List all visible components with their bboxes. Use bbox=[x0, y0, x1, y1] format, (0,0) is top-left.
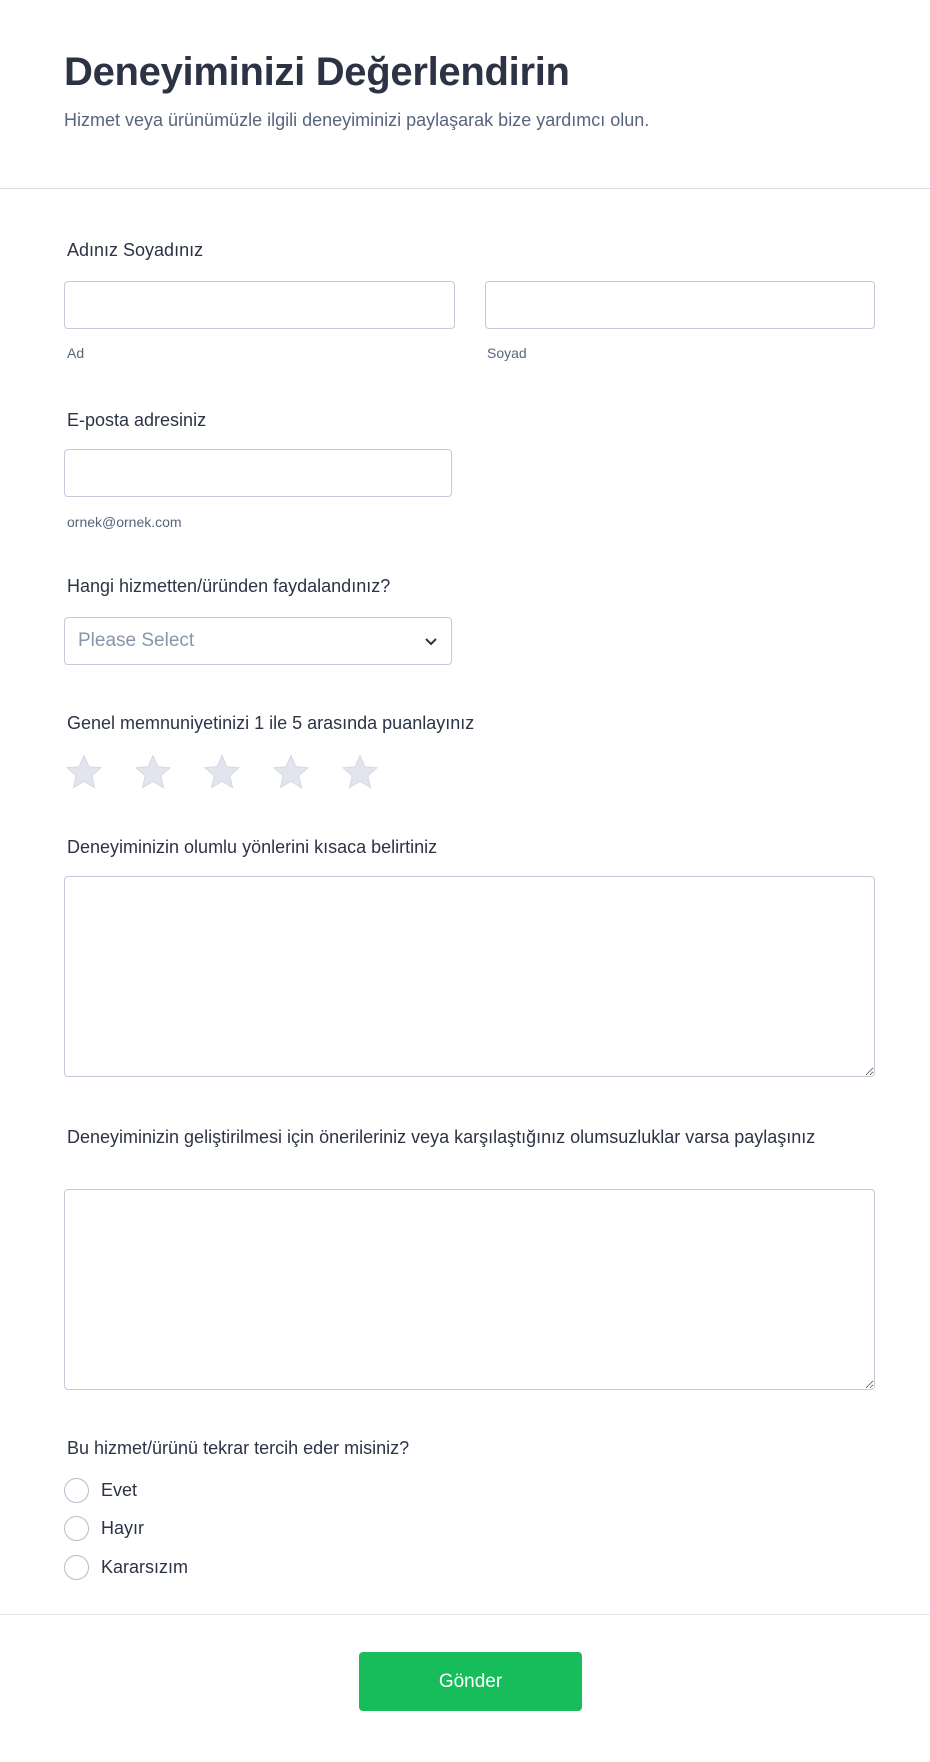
service-label: Hangi hizmetten/üründen faydalandınız? bbox=[67, 576, 391, 596]
chevron-down-icon bbox=[423, 633, 439, 649]
star-icon-1[interactable] bbox=[65, 754, 103, 790]
radio-label: Evet bbox=[101, 1480, 138, 1500]
star-icon-4[interactable] bbox=[272, 754, 310, 790]
radio-label: Hayır bbox=[101, 1518, 145, 1538]
service-select-placeholder: Please Select bbox=[78, 630, 195, 651]
star-icon-3[interactable] bbox=[203, 754, 241, 790]
radio-label: Kararsızım bbox=[101, 1557, 189, 1577]
radio-circle[interactable] bbox=[64, 1478, 89, 1503]
rating-label: Genel memnuniyetinizi 1 ile 5 arasında puanlayınız bbox=[67, 713, 475, 733]
radio-option-evet[interactable] bbox=[64, 1478, 137, 1503]
radio-option-hayir[interactable] bbox=[64, 1516, 144, 1541]
page-title: Deneyiminizi Değerlendirin bbox=[64, 50, 570, 94]
star-icon-5[interactable] bbox=[341, 754, 379, 790]
suggestion-label: Deneyiminizin geliştirilmesi için önerileriniz veya karşılaştığınız olumsuzluklar varsa paylaşınız bbox=[67, 1127, 816, 1147]
suggestion-textarea[interactable] bbox=[64, 1189, 875, 1390]
positive-label: Deneyiminizin olumlu yönlerini kısaca belirtiniz bbox=[67, 837, 438, 857]
last-name-sublabel: Soyad bbox=[487, 345, 527, 361]
last-name-input[interactable] bbox=[485, 281, 875, 329]
star-icon-2[interactable] bbox=[134, 754, 172, 790]
email-sublabel: ornek@ornek.com bbox=[67, 514, 182, 530]
radio-circle[interactable] bbox=[64, 1516, 89, 1541]
positive-textarea[interactable] bbox=[64, 876, 875, 1077]
page-subtitle: Hizmet veya ürünümüzle ilgili deneyiminizi paylaşarak bize yardımcı olun. bbox=[64, 110, 650, 130]
email-input[interactable] bbox=[64, 449, 452, 497]
header-divider bbox=[0, 188, 930, 189]
footer-divider bbox=[0, 1614, 930, 1615]
name-label: Adınız Soyadınız bbox=[67, 240, 204, 260]
radio-option-kararsizim[interactable] bbox=[64, 1555, 188, 1580]
submit-button[interactable]: Gönder bbox=[359, 1652, 582, 1711]
first-name-input[interactable] bbox=[64, 281, 455, 329]
email-label: E-posta adresiniz bbox=[67, 410, 207, 430]
radio-circle[interactable] bbox=[64, 1555, 89, 1580]
first-name-sublabel: Ad bbox=[67, 345, 85, 361]
repeat-label: Bu hizmet/ürünü tekrar tercih eder misiniz? bbox=[67, 1438, 410, 1458]
service-select[interactable] bbox=[64, 617, 452, 665]
